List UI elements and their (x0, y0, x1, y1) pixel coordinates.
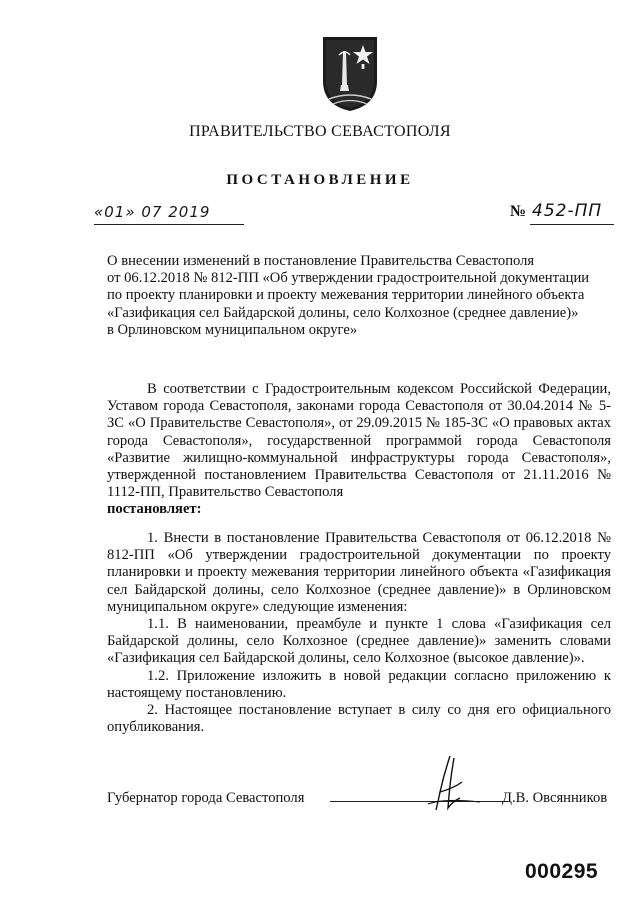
document-type-title: ПОСТАНОВЛЕНИЕ (226, 172, 414, 188)
signatory-name: Д.В. Овсянников (502, 790, 608, 806)
handwritten-signature (410, 752, 490, 814)
subject-line: в Орлиновском муниципальном округе» (107, 321, 358, 338)
organization-name: ПРАВИТЕЛЬСТВО СЕВАСТОПОЛЯ (189, 123, 451, 140)
registration-number: 000295 (525, 860, 599, 883)
number-label: № (510, 203, 527, 220)
subject-block (107, 253, 611, 339)
subject-line: от 06.12.2018 № 812-ПП «Об утверждении градостроительной документации (107, 270, 590, 287)
document-date: «01» 07 2019 (94, 203, 211, 221)
preamble (107, 381, 611, 519)
subject-line: по проекту планировки и проекту межевания территории линейного объекта (107, 287, 585, 304)
document-number: 452-ПП (532, 201, 603, 221)
decree-items (107, 530, 611, 736)
number-underline (530, 224, 614, 225)
decree-item: 1.1. В наименовании, преамбуле и пункте 1 слова «Газификация сел Байдарской долины, село Колхозное (среднее давление)» заменить словами «Газификация сел Байдарской долины, село Колхозное (высокое давление)». (107, 616, 611, 667)
decree-item: 1.2. Приложение изложить в новой редакции согласно приложению к настоящему постановлению. (107, 667, 611, 701)
subject-line: О внесении изменений в постановление Правительства Севастополя (107, 253, 535, 269)
decree-item: 2. Настоящее постановление вступает в силу со дня его официального опубликования. (107, 702, 611, 736)
subject-line: «Газификация сел Байдарской долины, село Колхозное (среднее давление)» (107, 304, 579, 321)
resolution-word: постановляет: (107, 501, 202, 518)
coat-of-arms-emblem (319, 33, 381, 113)
date-underline (94, 224, 244, 225)
preamble-text: В соответствии с Градостроительным кодексом Российской Федерации, Уставом города Севастополя, законами города Севастополя от 30.04.2014 № 5-ЗС «О Правительстве Севастополя», от 29.09.2015 № 185-ЗС «О правовых актах города Севастополя», государственной программой города Севастополя «Развитие жилищно-коммунальной инфраструктуры города Севастополя», утвержденной постановлением Правительства Севастополя от 21.11.2016 № 1112-ПП, Правительство Севастополя (107, 381, 611, 501)
decree-item: 1. Внести в постановление Правительства Севастополя от 06.12.2018 № 812-ПП «Об утверждении градостроительной документации по проекту планировки и проекту межевания территории линейного объекта «Газификация сел Байдарской долины, село Колхозное (среднее давление)» в Орлиновском муниципальном округе» следующие изменения: (107, 530, 611, 615)
signatory-title: Губернатор города Севастополя (107, 790, 305, 806)
